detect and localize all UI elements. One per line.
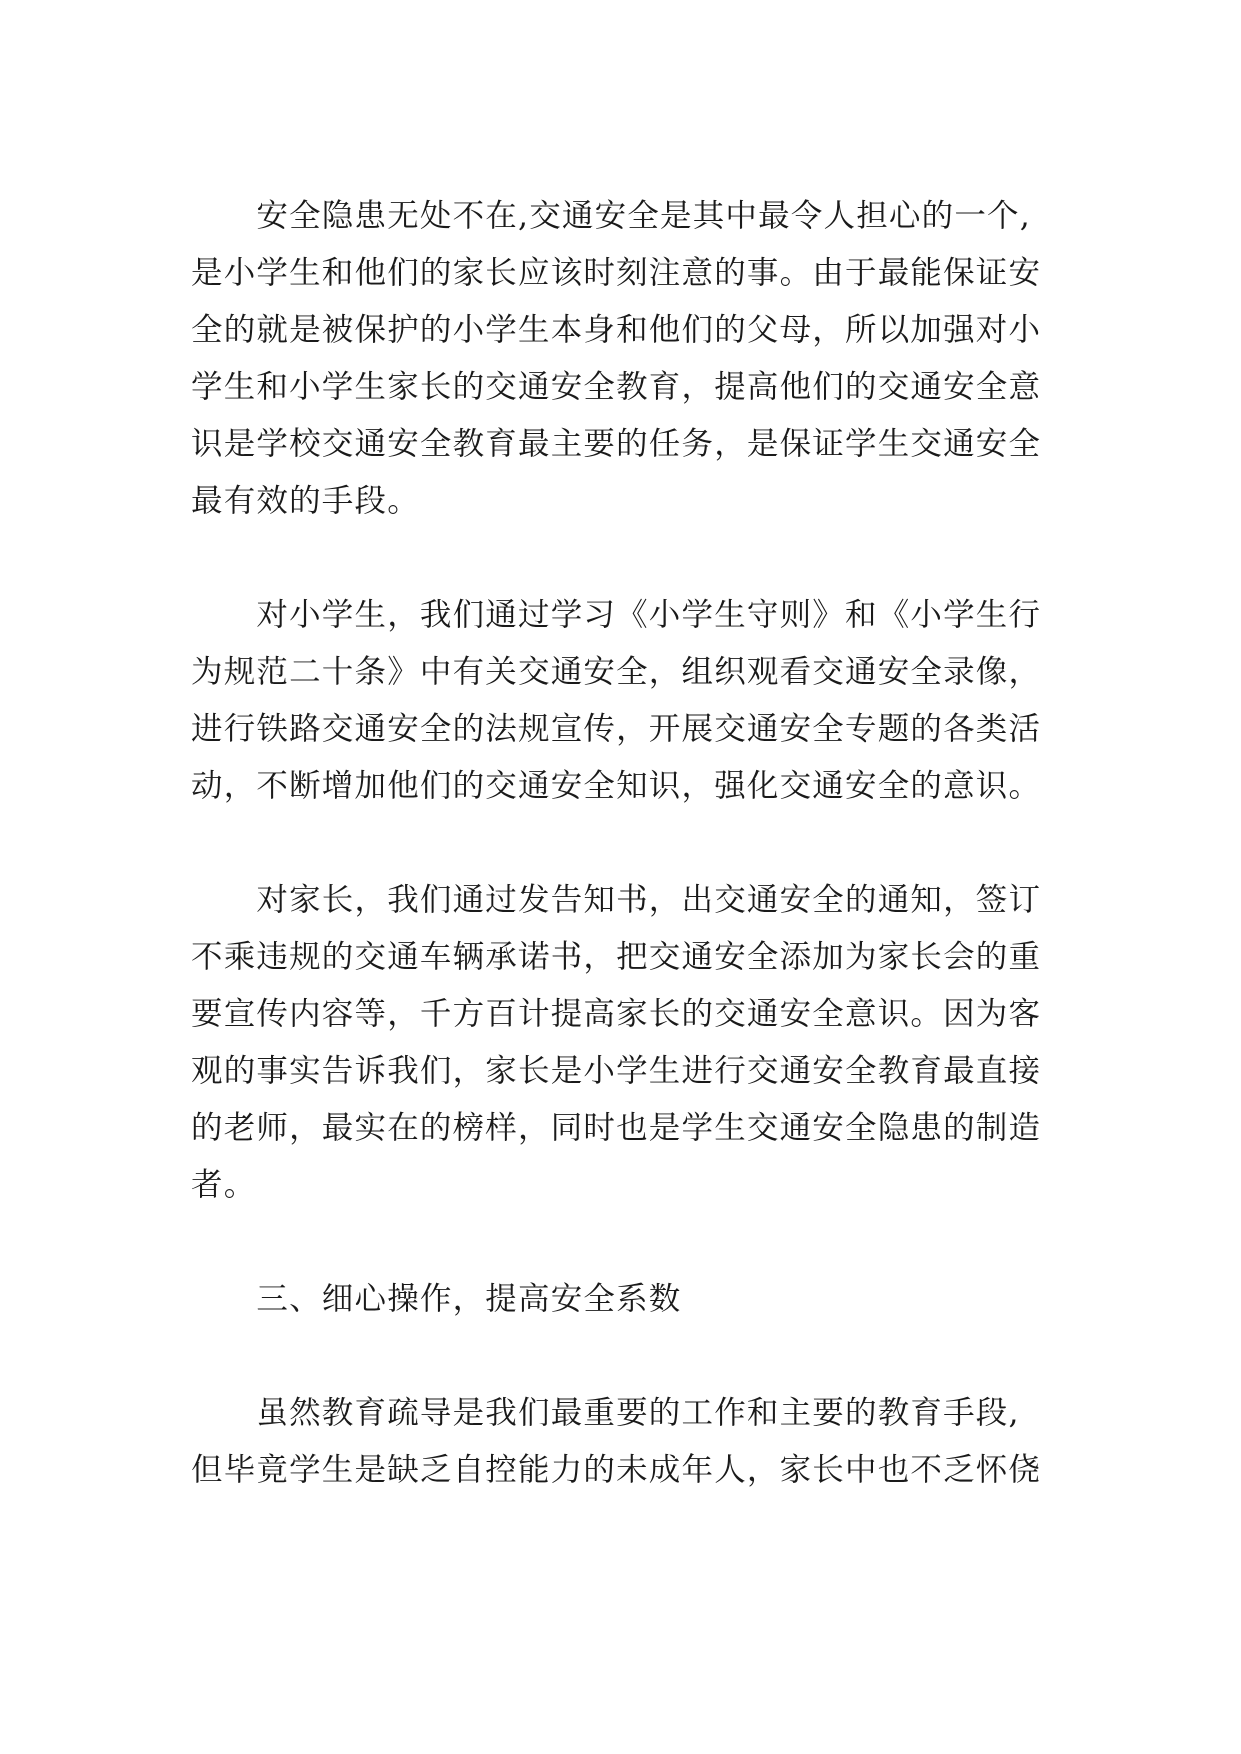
text-line: 动，不断增加他们的交通安全知识，强化交通安全的意识。 [191,768,1042,804]
text-line: 观的事实告诉我们，家长是小学生进行交通安全教育最直接 [191,1053,1042,1089]
paragraph-careful-operation [191,1385,1091,1499]
text-line: 学生和小学生家长的交通安全教育，提高他们的交通安全意 [191,369,1042,405]
text-line: 为规范二十条》中有关交通安全，组织观看交通安全录像， [191,654,1042,690]
text-line: 安全隐患无处不在,交通安全是其中最令人担心的一个, [191,198,1031,234]
paragraph-parents [191,872,1091,1214]
text-line: 识是学校交通安全教育最主要的任务，是保证学生交通安全 [191,426,1042,462]
text-line: 的老师，最实在的榜样，同时也是学生交通安全隐患的制造 [191,1110,1042,1146]
text-line: 但毕竟学生是缺乏自控能力的未成年人，家长中也不乏怀侥 [191,1452,1042,1488]
text-line: 虽然教育疏导是我们最重要的工作和主要的教育手段, [191,1395,1020,1431]
paragraph-students [191,587,1091,815]
text-line: 不乘违规的交通车辆承诺书，把交通安全添加为家长会的重 [191,939,1042,975]
text-line: 对小学生，我们通过学习《小学生守则》和《小学生行 [191,597,1042,633]
text-line: 对家长，我们通过发告知书，出交通安全的通知，签订 [191,882,1042,918]
section-heading [191,1271,1091,1328]
paragraph-traffic-safety-intro [191,188,1091,530]
heading-line: 三、细心操作，提高安全系数 [191,1281,682,1317]
text-line: 进行铁路交通安全的法规宣传，开展交通安全专题的各类活 [191,711,1042,747]
text-line: 全的就是被保护的小学生本身和他们的父母，所以加强对小 [191,312,1042,348]
text-line: 者。 [191,1167,257,1203]
text-line: 最有效的手段。 [191,483,420,519]
text-line: 是小学生和他们的家长应该时刻注意的事。由于最能保证安 [191,255,1042,291]
text-line: 要宣传内容等，千方百计提高家长的交通安全意识。因为客 [191,996,1042,1032]
document-body [191,188,1091,1499]
